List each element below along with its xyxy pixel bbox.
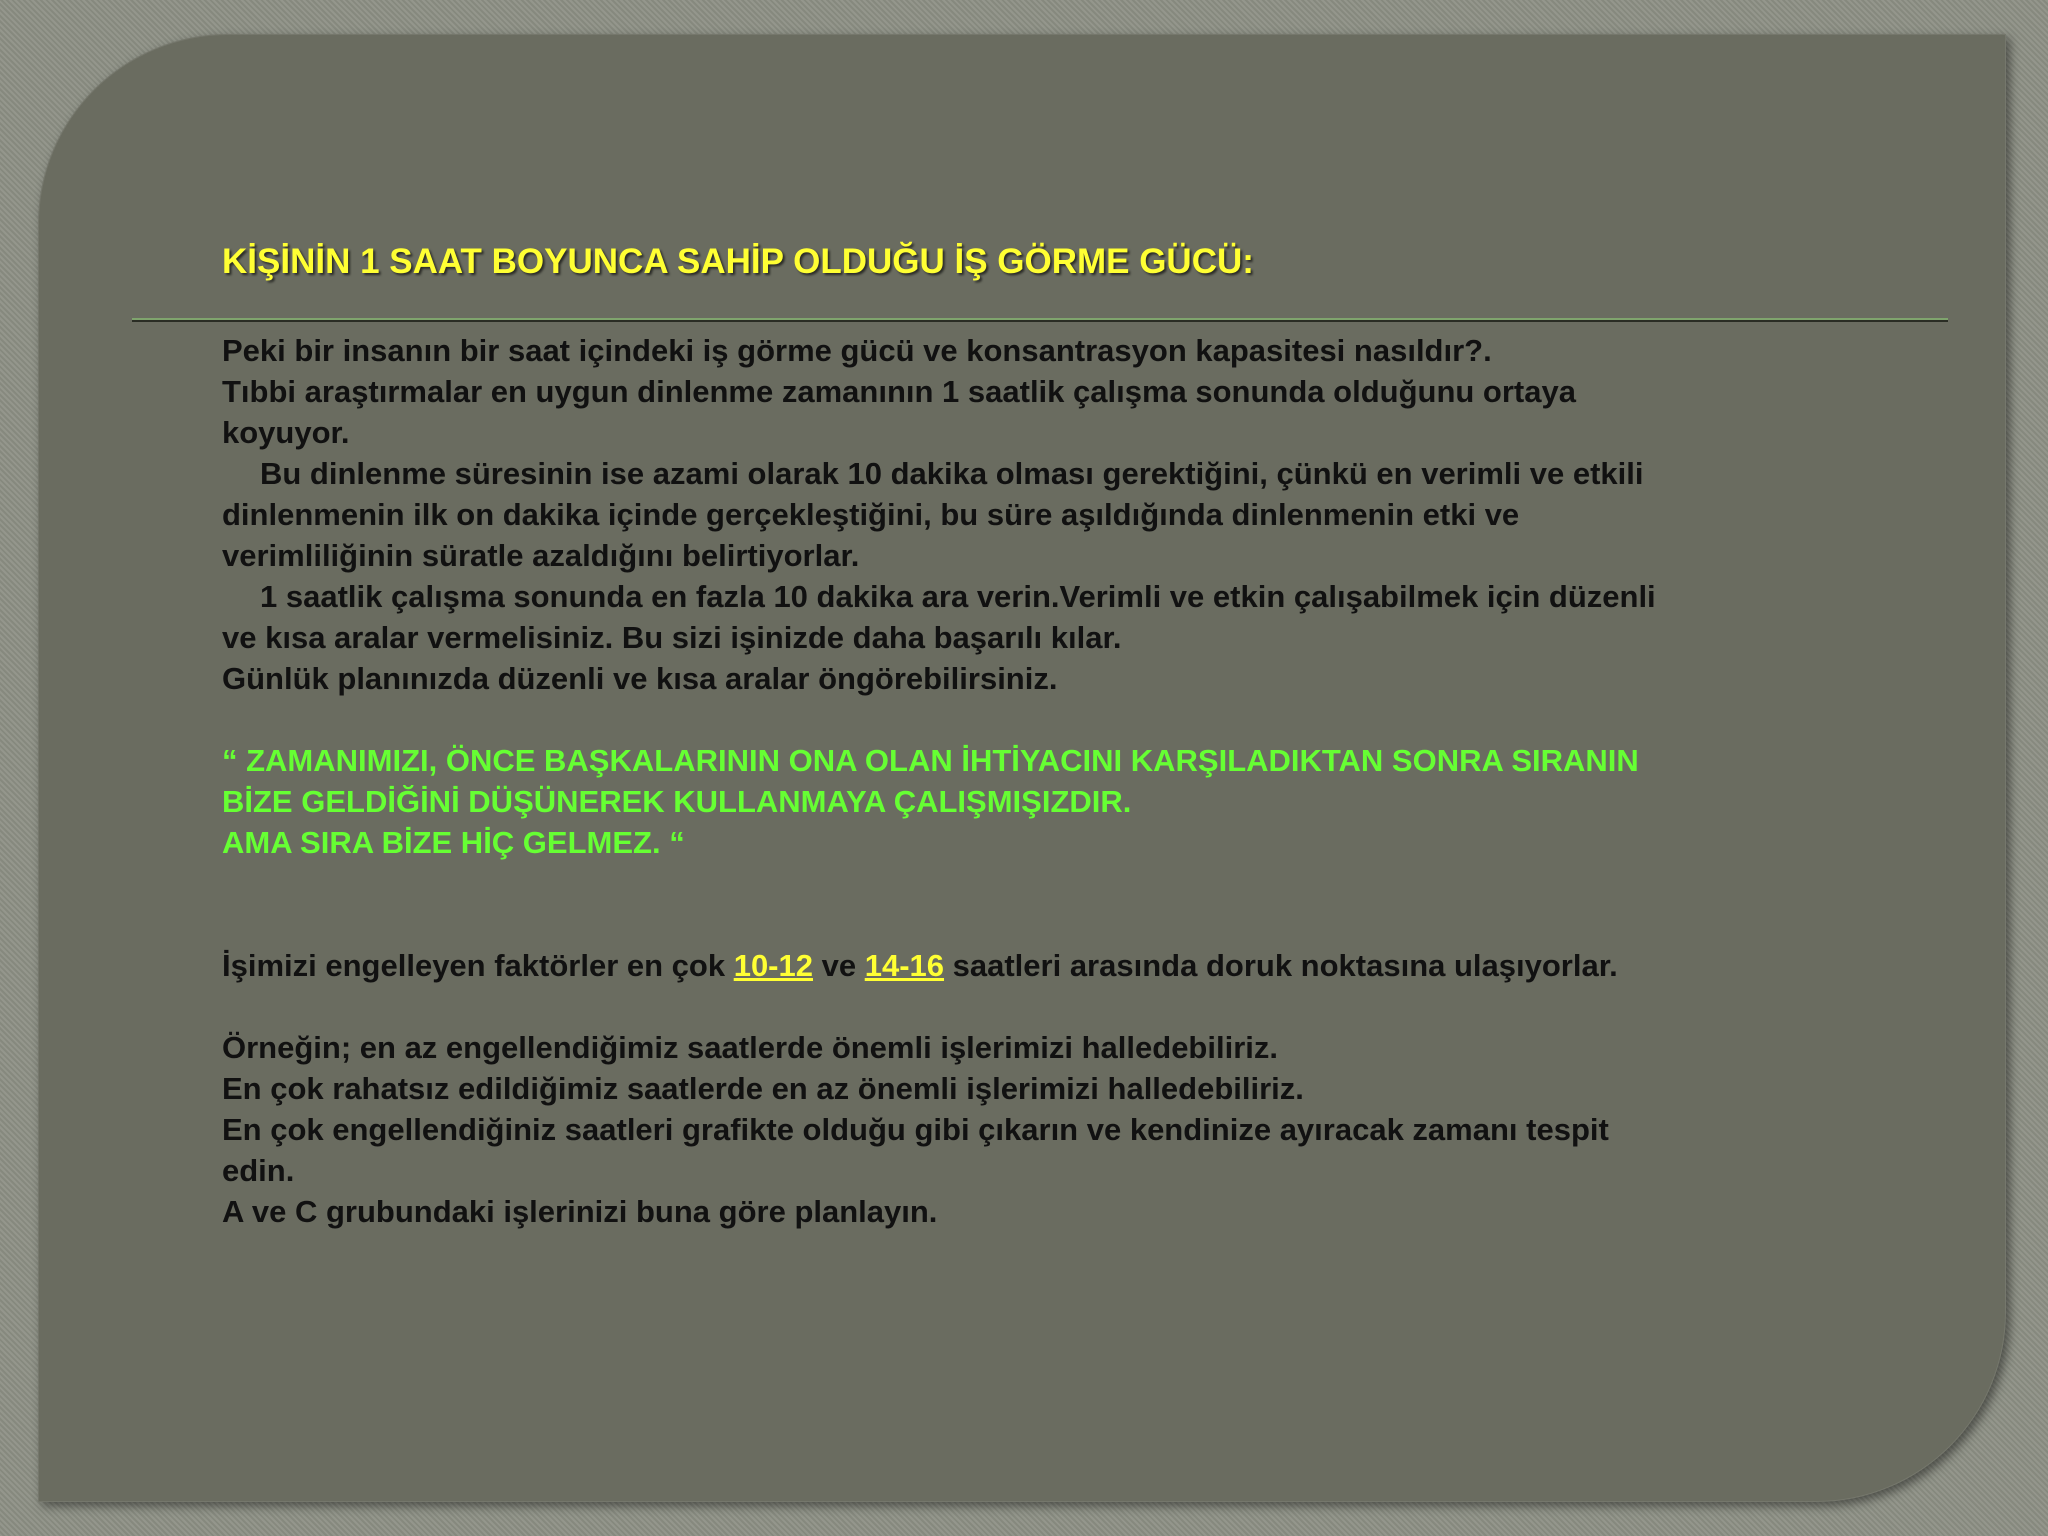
spacer [222,904,1842,945]
factors-text: saatleri arasında doruk noktasına ulaşıyorlar. [944,948,1618,983]
body-line: edin. [222,1153,295,1188]
spacer [222,699,1842,740]
factors-text: ve [813,948,865,983]
body-line: Peki bir insanın bir saat içindeki iş görme gücü ve konsantrasyon kapasitesi nasıldır?. [222,333,1492,368]
highlight-hours-2: 14-16 [864,948,945,983]
quote-line: BİZE GELDİĞİNİ DÜŞÜNEREK KULLANMAYA ÇALIŞMIŞIZDIR. [222,784,1132,819]
factors-text: İşimizi engelleyen faktörler en çok [222,948,734,983]
body-line: Tıbbi araştırmalar en uygun dinlenme zamanının 1 saatlik çalışma sonunda olduğunu ortaya [222,374,1576,409]
spacer [222,863,1842,904]
factors-line [222,945,1842,986]
body-line: Günlük planınızda düzenli ve kısa aralar öngörebilirsiniz. [222,661,1058,696]
body-line: En çok engellendiğiniz saatleri grafikte olduğu gibi çıkarın ve kendinize ayıracak zamanı tespit [222,1112,1609,1147]
quote-line: AMA SIRA BİZE HİÇ GELMEZ. “ [222,825,685,860]
highlight-hours-1: 10-12 [733,948,813,983]
body-line: koyuyor. [222,415,350,450]
body-line: verimliliğinin süratle azaldığını belirtiyorlar. [222,538,860,573]
body-line: En çok rahatsız edildiğimiz saatlerde en az önemli işlerimizi halledebiliriz. [222,1071,1304,1106]
body-line: Bu dinlenme süresinin ise azami olarak 10 dakika olması gerektiğini, çünkü en verimli ve etkili [260,456,1644,491]
body-line: A ve C grubundaki işlerinizi buna göre planlayın. [222,1194,938,1229]
body-line: dinlenmenin ilk on dakika içinde gerçekleştiğini, bu süre aşıldığında dinlenmenin etki ve [222,497,1520,532]
quote-line: “ ZAMANIMIZI, ÖNCE BAŞKALARININ ONA OLAN İHTİYACINI KARŞILADIKTAN SONRA SIRANIN [222,743,1639,778]
body-line: 1 saatlik çalışma sonunda en fazla 10 dakika ara verin.Verimli ve etkin çalışabilmek için düzenli [260,579,1656,614]
slide-title: KİŞİNİN 1 SAAT BOYUNCA SAHİP OLDUĞU İŞ GÖRME GÜCÜ: [222,242,1254,281]
body-line: Örneğin; en az engellendiğimiz saatlerde önemli işlerimizi halledebiliriz. [222,1030,1278,1065]
body-line: ve kısa aralar vermelisiniz. Bu sizi işinizde daha başarılı kılar. [222,620,1122,655]
title-divider [132,318,1948,322]
slide-body [222,330,1842,1232]
spacer [222,986,1842,1027]
